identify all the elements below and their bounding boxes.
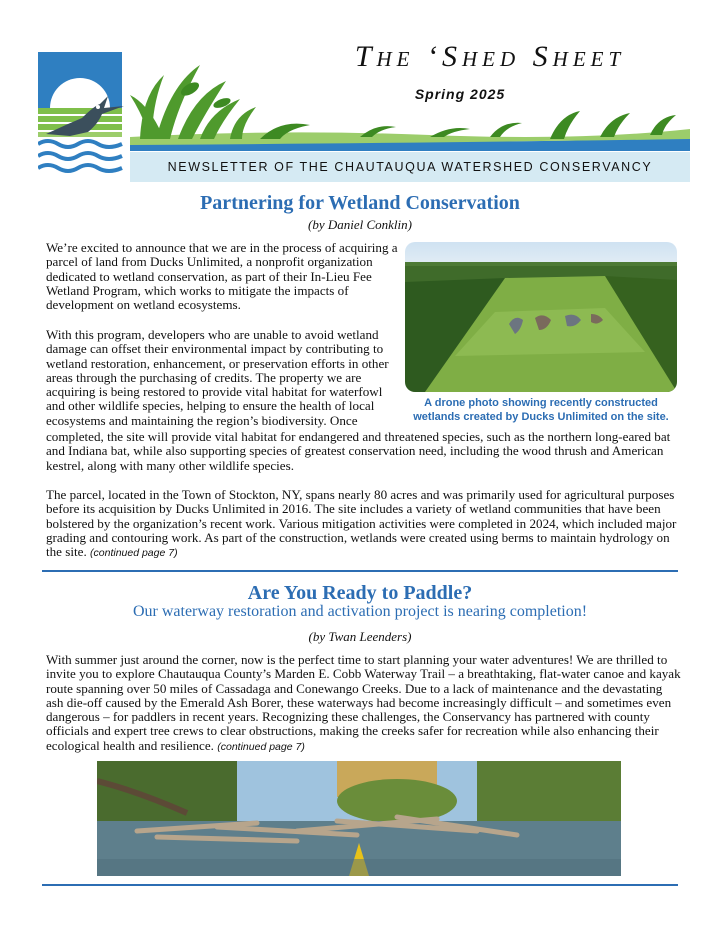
article1-paragraph-2a: With this program, developers who are unable to avoid wetland damage can offset their environmental impact by contributing to wetland restoration, enhancement, or preservation efforts in other areas through the purchasing of credits. The property we are acquiring is being restored to provide vital habitat for waterfowl and other wildlife species, helping to ensure the health of local ecosystems and maintaining the region’s biodiversity. Once [46, 327, 389, 428]
article2-continued: (continued page 7) [217, 740, 305, 753]
article2-paragraph-1: With summer just around the corner, now is the perfect time to start planning your water adventures! We are thrilled to invite you to explore Chautauqua County’s Marden E. Cobb Waterway Trail – a breathtaking, flat-water canoe and kayak route spanning over 50 miles of Cassadaga and Conewango Creeks. Due to a lack of maintenance and the devastating ash die-off caused by the Emerald Ash Borer, these waterways had become increasingly difficult – and sometimes even dangerous – for paddlers in recent years. Recognizing these challenges, the Conservancy has partnered with county officials and expert tree crews to clear obstructions, making the creeks safer for recreation while also enhancing their ecological health and resilience. (continued page 7) [46, 652, 681, 753]
kayak-creek-photo [97, 761, 621, 876]
article2-subhead: Our waterway restoration and activation project is nearing completion! [132, 603, 588, 620]
conservancy-logo [38, 52, 130, 182]
article1-byline: (by Daniel Conklin) [308, 217, 412, 232]
bottom-divider [42, 884, 678, 886]
article1-paragraph-3: The parcel, located in the Town of Stockton, NY, spans nearly 80 acres and was primarily used for agricultural purposes before its acquisition by Ducks Unlimited in 2016. The site includes a variety of wetland communities that have been bolstered by the organization’s recent work. Various mitigation activities were completed in 2024, which included major grading and contouring work. As part of the construction, wetlands were created using berms to maintain hydrology on the site. (continued page 7) [46, 487, 677, 560]
drone-photo-wetlands [405, 242, 677, 392]
article1-headline: Partnering for Wetland Conservation [200, 192, 520, 214]
newsletter-subtitle: NEWSLETTER OF THE CHAUTAUQUA WATERSHED CONSERVANCY [130, 152, 690, 182]
article1-paragraph-1: We’re excited to announce that we are in the process of acquiring a parcel of land from Ducks Unlimited, a nonprofit organization dedicated to wetland conservation, as part of their In-Lieu Fee Wetland Program, which works to mitigate the impacts of development on wetland ecosystems. [46, 240, 398, 313]
issue-label: Spring 2025 [414, 86, 506, 102]
newsletter-title: The ‘Shed Sheet [354, 40, 626, 73]
article2-byline: (by Twan Leenders) [308, 629, 412, 644]
article1-continued: (continued page 7) [90, 547, 178, 560]
article2-headline: Are You Ready to Paddle? [247, 582, 473, 604]
article1-paragraph-2b: completed, the site will provide vital habitat for endangered and threatened species, such as the northern long-eared bat and Indiana bat, while also supporting species of greatest conservation need, including the wood thrush and American kestrel, along with many other wildlife species. [46, 429, 671, 473]
section-divider [42, 570, 678, 572]
drone-photo-caption: A drone photo showing recently constructed wetlands created by Ducks Unlimited on the site. [413, 397, 669, 423]
